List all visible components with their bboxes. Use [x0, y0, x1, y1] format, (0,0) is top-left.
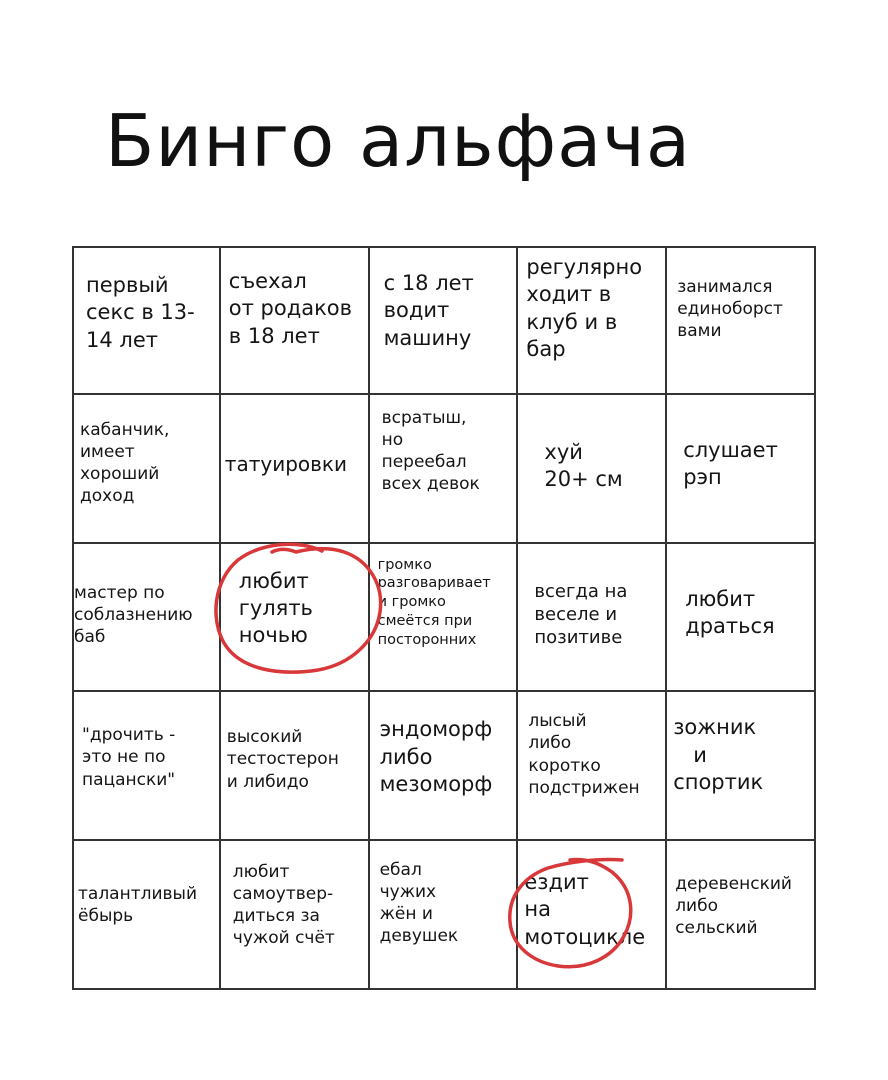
bingo-cell-text: талантливый ёбырь [78, 884, 198, 927]
bingo-cell-text: ездит на мотоцикле [524, 870, 646, 949]
bingo-cell-text: всратыш, но переебал всех девок [381, 407, 480, 495]
bingo-cell[interactable] [518, 692, 667, 841]
bingo-cell-text: первый секс в 13- 14 лет [86, 273, 195, 352]
bingo-cell-text: громко разговаривает и громко смеётся при посторонних [377, 556, 491, 648]
bingo-cell[interactable] [72, 544, 221, 693]
bingo-cell-text: эндоморф либо мезоморф [379, 717, 493, 796]
bingo-cell[interactable] [518, 544, 667, 693]
bingo-cell-text: мастер по соблазнению баб [74, 582, 193, 647]
bingo-cell-text: слушает рэп [683, 437, 778, 490]
bingo-cell-text: "дрочить - это не по пацански" [82, 725, 176, 790]
bingo-cell[interactable] [370, 395, 519, 544]
page-title: Бинго альфача [105, 99, 691, 183]
bingo-cell[interactable] [667, 841, 816, 990]
bingo-cell[interactable] [221, 395, 370, 544]
bingo-cell[interactable] [667, 246, 816, 395]
bingo-cell[interactable] [667, 544, 816, 693]
bingo-cell-text: любит драться [685, 586, 775, 638]
bingo-cell[interactable] [370, 841, 519, 990]
bingo-cell[interactable] [72, 841, 221, 990]
bingo-cell[interactable] [667, 395, 816, 544]
bingo-cell[interactable] [72, 692, 221, 841]
bingo-cell[interactable] [221, 544, 370, 693]
bingo-cell-text: всегда на веселе и позитиве [534, 580, 628, 649]
bingo-cell[interactable] [518, 841, 667, 990]
bingo-cell[interactable] [72, 395, 221, 544]
bingo-cell-text: лысый либо коротко подстрижен [528, 711, 640, 798]
bingo-cell-text: съехал от родаков в 18 лет [228, 269, 353, 348]
bingo-grid [72, 246, 816, 990]
bingo-cell-text: кабанчик, имеет хороший доход [80, 419, 170, 507]
bingo-cell-text: занимался единоборст вами [677, 277, 783, 342]
bingo-cell-text: высокий тестостерон и либидо [226, 727, 339, 792]
bingo-cell[interactable] [518, 246, 667, 395]
bingo-cell-text: хуй 20+ см [544, 439, 623, 492]
bingo-cell[interactable] [518, 395, 667, 544]
bingo-cell[interactable] [667, 692, 816, 841]
bingo-cell[interactable] [221, 841, 370, 990]
bingo-cell-text: зожник и спортик [673, 715, 764, 794]
bingo-cell[interactable] [370, 246, 519, 395]
bingo-cell-text: деревенский либо сельский [675, 874, 792, 939]
bingo-cell[interactable] [72, 246, 221, 395]
bingo-cell-text: с 18 лет водит машину [383, 271, 474, 350]
bingo-cell-text: любит самоутвер- диться за чужой счёт [232, 862, 335, 949]
bingo-cell[interactable] [370, 692, 519, 841]
bingo-cell-text: ебал чужих жён и девушек [379, 860, 459, 947]
bingo-cell[interactable] [221, 692, 370, 841]
bingo-cell-text: любит гулять ночью [238, 568, 313, 648]
bingo-cell-text: татуировки [224, 451, 347, 476]
bingo-cell-text: регулярно ходит в клуб и в бар [526, 255, 643, 361]
bingo-cell[interactable] [221, 246, 370, 395]
bingo-cell[interactable] [370, 544, 519, 693]
